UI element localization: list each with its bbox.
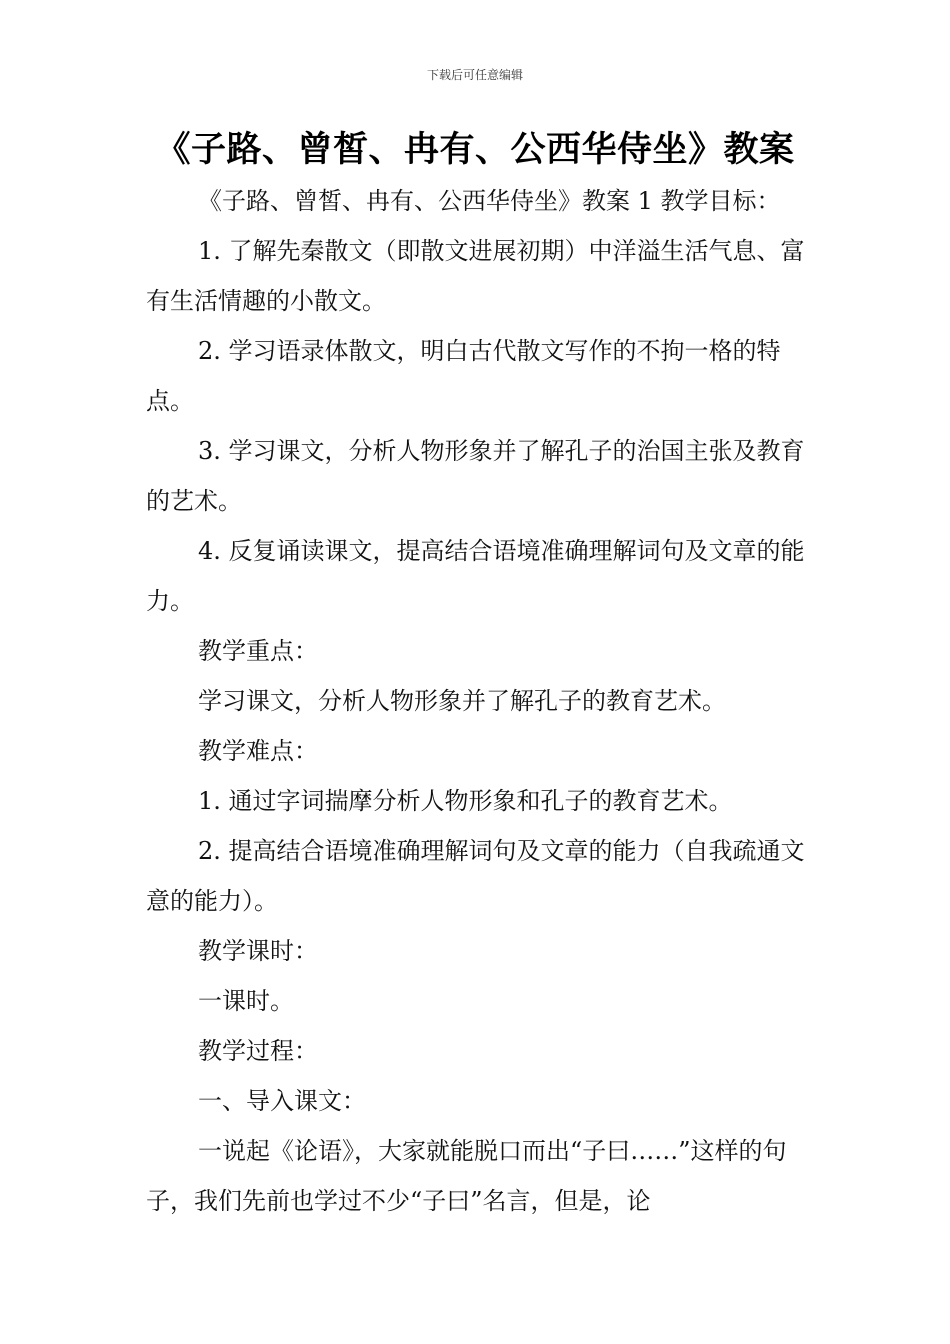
paragraph-objective-3: 3. 学习课文，分析人物形象并了解孔子的治国主张及教育的艺术。 <box>146 437 805 515</box>
heading-class-hours: 教学课时： <box>198 937 318 965</box>
paragraph-objective-4: 4. 反复诵读课文，提高结合语境准确理解词句及文章的能力。 <box>146 537 805 615</box>
document-body <box>146 176 818 1226</box>
paragraph-difficulty-1: 1. 通过字词揣摩分析人物形象和孔子的教育艺术。 <box>198 787 733 815</box>
heading-introduction: 一、导入课文： <box>198 1087 366 1115</box>
header-note: 下载后可任意编辑 <box>426 68 523 82</box>
paragraph-objectives-intro: 《子路、曾皙、冉有、公西华侍坐》教案 1 教学目标： <box>198 187 781 215</box>
paragraph-difficulty-2: 2. 提高结合语境准确理解词句及文章的能力（自我疏通文意的能力）。 <box>146 837 805 915</box>
paragraph-objective-2: 2. 学习语录体散文，明白古代散文写作的不拘一格的特点。 <box>146 337 781 415</box>
paragraph-introduction: 一说起《论语》，大家就能脱口而出“子曰……”这样的句子，我们先前也学过不少“子曰”名言，但是，论 <box>146 1137 787 1215</box>
heading-key-points: 教学重点： <box>198 637 318 665</box>
paragraph-class-hours: 一课时。 <box>198 987 294 1015</box>
paragraph-key-points: 学习课文，分析人物形象并了解孔子的教育艺术。 <box>198 687 726 715</box>
heading-difficulties: 教学难点： <box>198 737 318 765</box>
paragraph-objective-1: 1. 了解先秦散文（即散文进展初期）中洋溢生活气息、富有生活情趣的小散文。 <box>146 237 805 315</box>
heading-teaching-process: 教学过程： <box>198 1037 318 1065</box>
document-title: 《子路、曾皙、冉有、公西华侍坐》教案 <box>155 130 795 170</box>
